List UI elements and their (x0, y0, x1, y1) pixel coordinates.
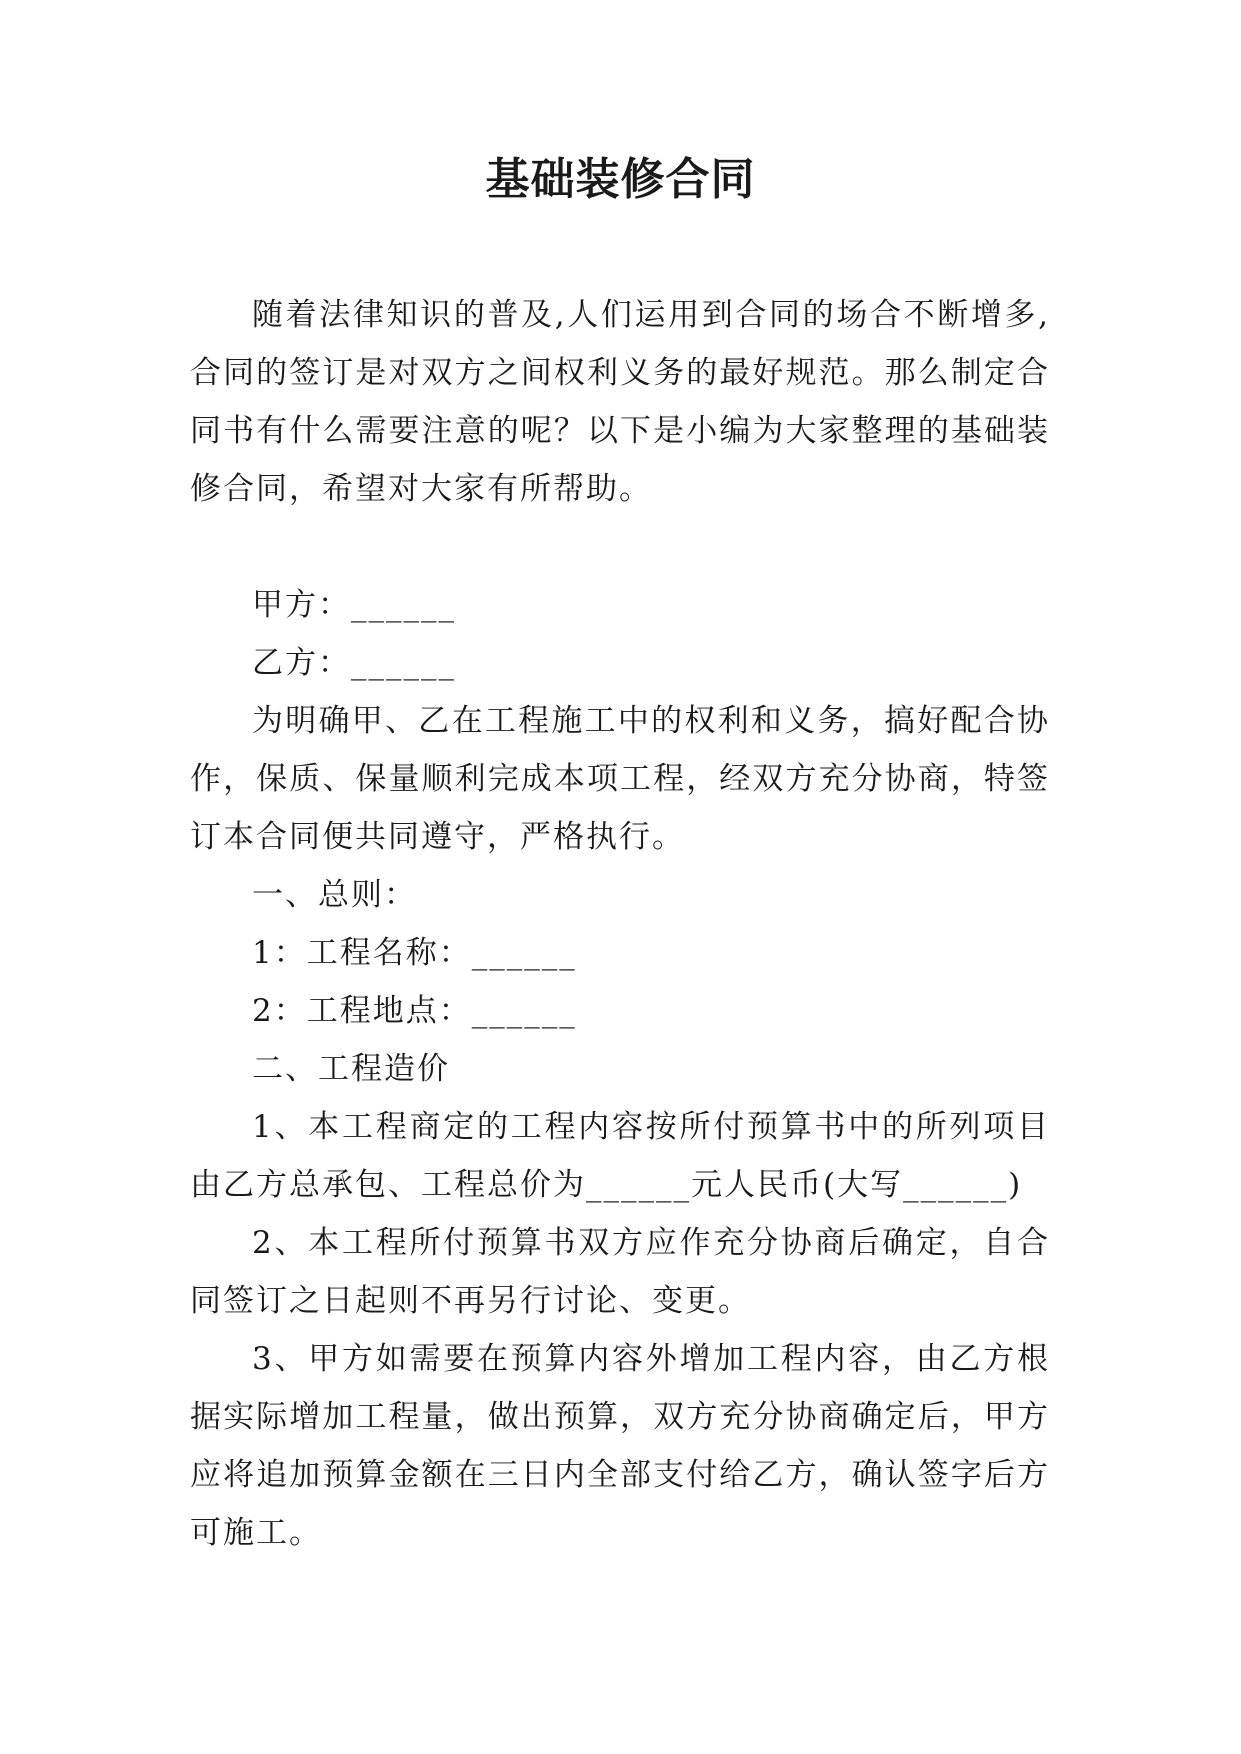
section-2-heading: 二、工程造价 (252, 1051, 450, 1087)
document-title: 基础装修合同 (485, 154, 756, 205)
purpose-paragraph: 为明确甲、乙在工程施工中的权利和义务，搞好配合协作，保质、保量顺利完成本项工程，经双方充分协商，特签订本合同便共同遵守，严格执行。 (190, 703, 1050, 855)
project-name-line: 1：工程名称：______ (252, 935, 577, 971)
clause-2-2: 2、本工程所付预算书双方应作充分协商后确定，自合同签订之日起则不再另行讨论、变更。 (190, 1225, 1050, 1319)
clause-2-1: 1、本工程商定的工程内容按所付预算书中的所列项目由乙方总承包、工程总价为______元人民币(大写______) (190, 1109, 1050, 1203)
section-1-heading: 一、总则： (252, 877, 417, 913)
document-body (190, 286, 1050, 1562)
party-a-line: 甲方：______ (252, 587, 456, 623)
clause-2-3: 3、甲方如需要在预算内容外增加工程内容，由乙方根据实际增加工程量，做出预算，双方充分协商确定后，甲方应将追加预算金额在三日内全部支付给乙方，确认签字后方可施工。 (190, 1341, 1050, 1551)
intro-paragraph: 随着法律知识的普及,人们运用到合同的场合不断增多,合同的签订是对双方之间权利义务的最好规范。那么制定合同书有什么需要注意的呢？以下是小编为大家整理的基础装修合同，希望对大家有所帮助。 (190, 297, 1050, 507)
paragraph-gap (190, 518, 1050, 576)
project-location-line: 2：工程地点：______ (252, 993, 577, 1029)
party-b-line: 乙方：______ (252, 645, 456, 681)
